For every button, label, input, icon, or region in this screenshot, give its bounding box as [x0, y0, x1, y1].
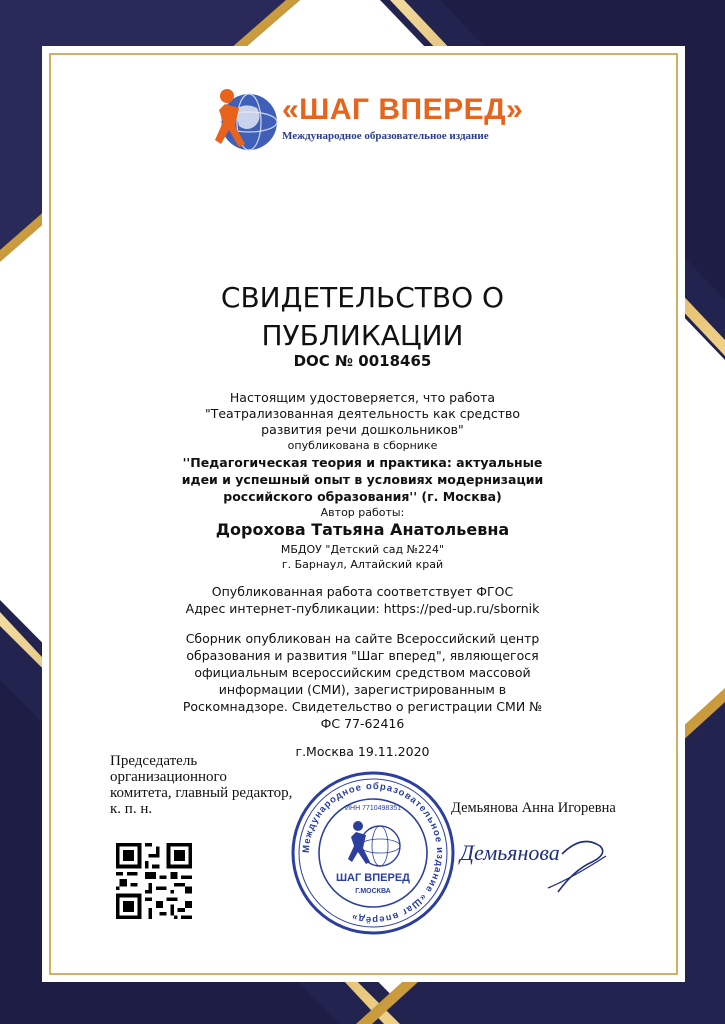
work-title-line2: развития речи дошкольников"	[261, 422, 464, 437]
collection-title-line3: российского образования'' (г. Москва)	[223, 489, 502, 504]
logo-title: «ШАГ ВПЕРЕД»	[282, 93, 524, 126]
collection-title-line2: идеи и успешный опыт в условиях модернизации	[181, 472, 544, 487]
signer-role	[110, 753, 310, 817]
logo-mark-icon	[205, 82, 280, 157]
about-line1: Сборник опубликован на сайте Всероссийский центр	[185, 631, 540, 646]
signer-role-line1: Председатель	[110, 753, 198, 769]
logo-subtitle: Международное образовательное издание	[282, 130, 489, 142]
signer-role-line4: к. п. н.	[110, 801, 153, 817]
about-line3: официальным всероссийским средством массовой	[194, 665, 531, 680]
author-label: Автор работы:	[320, 506, 405, 519]
intro-text: Настоящим удостоверяется, что работа	[229, 390, 496, 405]
about-line5: Роскомнадзоре. Свидетельство о регистрации СМИ №	[182, 699, 543, 714]
document-number: DOC № 0018465	[293, 352, 432, 370]
qr-code	[116, 843, 192, 919]
author-name: Дорохова Татьяна Анатольевна	[215, 520, 510, 539]
svg-text:Г.МОСКВА: Г.МОСКВА	[355, 888, 391, 895]
about-line2: образования и развития "Шаг вперед", являющегося	[186, 648, 539, 663]
work-title-line1: "Театрализованная деятельность как средство	[204, 406, 521, 421]
location: г. Барнаул, Алтайский край	[281, 558, 444, 571]
organization: МБДОУ "Детский сад №224"	[280, 543, 445, 556]
city-date: г.Москва 19.11.2020	[295, 744, 430, 759]
certificate-title-line2: ПУБЛИКАЦИИ	[261, 319, 464, 352]
svg-text:Демьянова: Демьянова	[460, 840, 560, 865]
about-line4: информации (СМИ), зарегистрированным в	[218, 682, 507, 697]
signer-role-line3: комитета, главный редактор,	[110, 785, 293, 801]
certificate-title	[0, 279, 725, 355]
publication-address: Адрес интернет-публикации: https://ped-up.ru/sbornik	[185, 601, 540, 616]
svg-text:ИНН 7710498351: ИНН 7710498351	[344, 805, 402, 812]
certificate-title-line1: СВИДЕТЕЛЬСТВО О	[220, 281, 505, 314]
published-in-label: опубликована в сборнике	[287, 439, 438, 452]
fgos-statement: Опубликованная работа соответствует ФГОС	[211, 584, 514, 599]
signer-role-line2: организационного	[110, 769, 227, 785]
official-stamp	[288, 768, 458, 938]
collection-title-line1: ''Педагогическая теория и практика: актуальные	[182, 455, 543, 470]
handwritten-signature	[452, 828, 622, 898]
signer-name: Демьянова Анна Игоревна	[451, 800, 616, 816]
svg-text:Международное образовательное: Международное образовательное издание «Шаг вперёд»	[300, 780, 446, 926]
about-line6: ФС 77-62416	[320, 716, 405, 731]
svg-text:ШАГ ВПЕРЕД: ШАГ ВПЕРЕД	[336, 872, 410, 884]
